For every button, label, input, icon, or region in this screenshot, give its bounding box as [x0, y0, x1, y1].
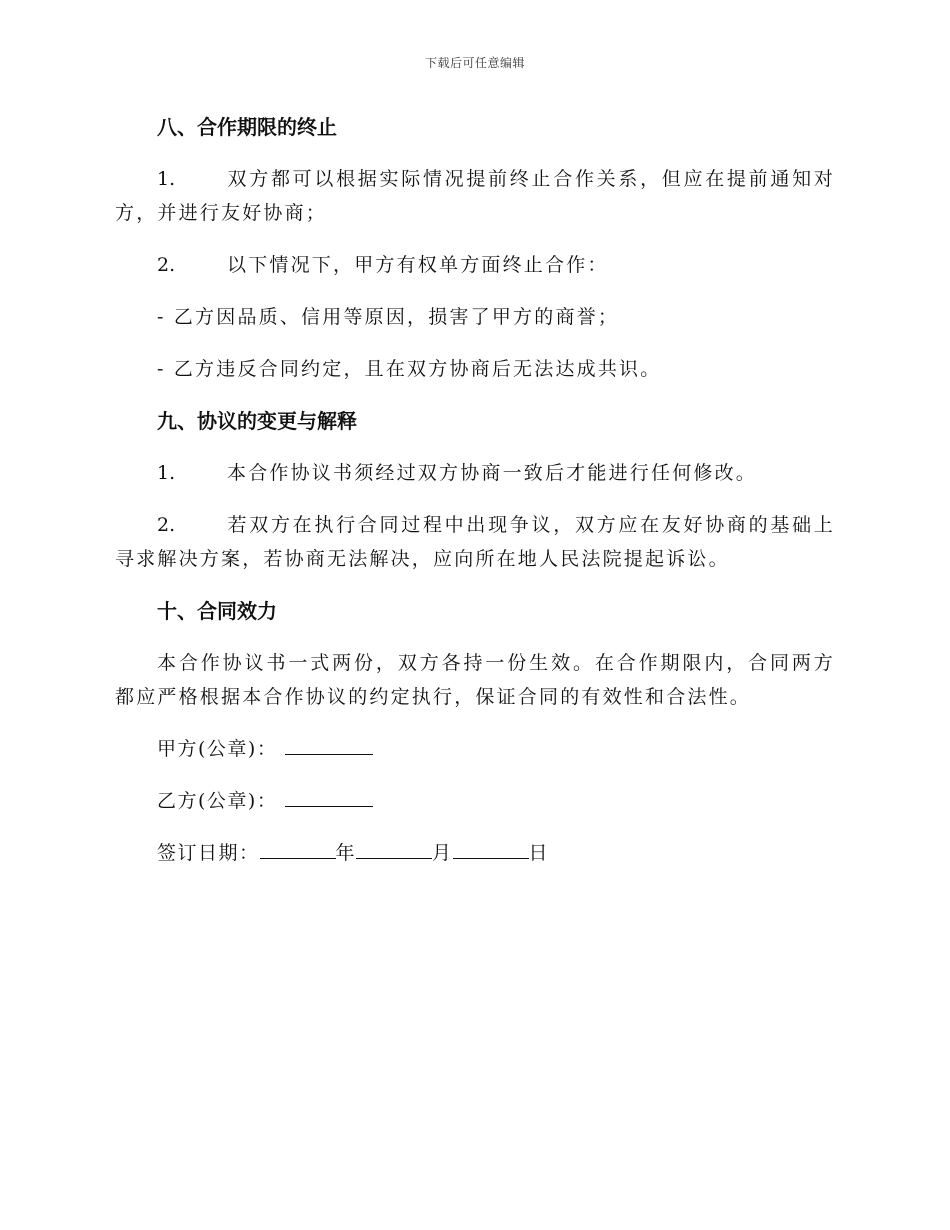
party-a-signature	[115, 732, 835, 766]
item-text: 以下情况下，甲方有权单方面终止合作：	[227, 254, 609, 276]
document-body	[115, 110, 835, 888]
section-8-dash-2: - 乙方违反合同约定，且在双方协商后无法达成共识。	[157, 358, 662, 380]
section-9-item-1	[115, 456, 835, 490]
month-blank[interactable]	[356, 836, 432, 859]
signing-date	[115, 836, 835, 870]
item-number: 2.	[157, 254, 176, 276]
section-9-item-2	[115, 508, 835, 576]
section-8-item-1	[115, 162, 835, 230]
section-10-heading: 十、合同效力	[157, 599, 277, 623]
header-note: 下载后可任意编辑	[424, 56, 525, 70]
section-9-heading: 九、协议的变更与解释	[157, 409, 357, 433]
item-text: 若双方在执行合同过程中出现争议，双方应在友好协商的基础上寻求解决方案，若协商无法解决，应向所在地人民法院提起诉讼。	[115, 514, 835, 570]
party-a-label: 甲方(公章)：	[157, 738, 278, 760]
section-8-item-2	[115, 248, 835, 282]
party-a-blank[interactable]	[285, 732, 373, 755]
section-10-body: 本合作协议书一式两份，双方各持一份生效。在合作期限内，合同两方都应严格根据本合作协议的约定执行，保证合同的有效性和合法性。	[115, 652, 835, 708]
section-8-dash-1: - 乙方因品质、信用等原因，损害了甲方的商誉；	[157, 306, 620, 328]
date-label: 签订日期：	[157, 842, 260, 864]
day-label: 日	[528, 842, 550, 864]
year-label: 年	[335, 842, 357, 864]
section-8-heading: 八、合作期限的终止	[157, 115, 337, 139]
year-blank[interactable]	[260, 836, 336, 859]
item-number: 1.	[157, 168, 176, 190]
item-number: 1.	[157, 462, 176, 484]
item-number: 2.	[157, 514, 176, 536]
item-text: 双方都可以根据实际情况提前终止合作关系，但应在提前通知对方，并进行友好协商；	[115, 168, 835, 224]
party-b-blank[interactable]	[285, 784, 373, 807]
month-label: 月	[432, 842, 453, 864]
party-b-label: 乙方(公章)：	[157, 790, 278, 812]
party-b-signature	[115, 784, 835, 818]
day-blank[interactable]	[453, 836, 529, 859]
item-text: 本合作协议书须经过双方协商一致后才能进行任何修改。	[227, 462, 758, 484]
